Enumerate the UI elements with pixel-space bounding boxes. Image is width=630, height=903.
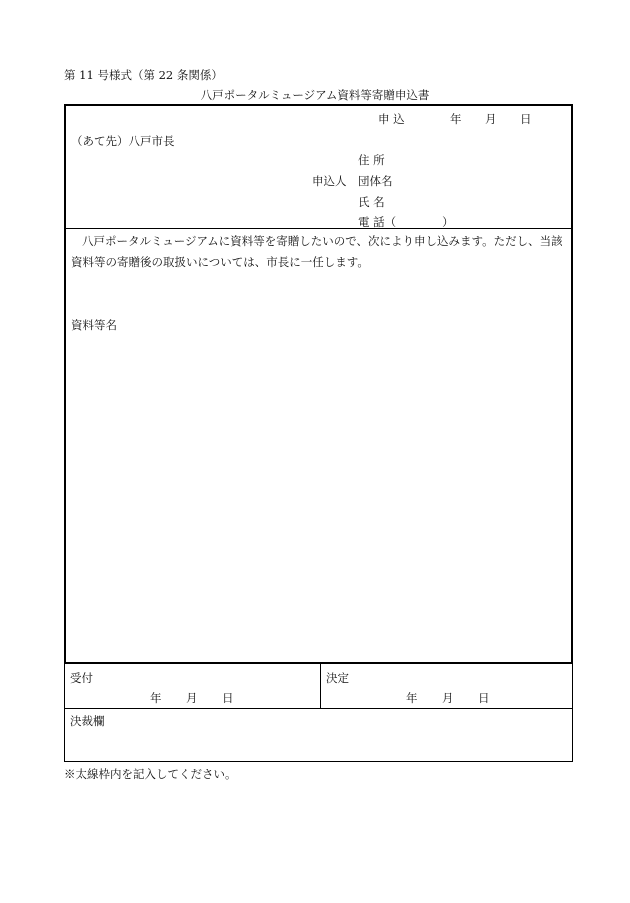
office-divider-horizontal — [65, 708, 572, 709]
donation-statement: 八戸ポータルミュージアムに資料等を寄贈したいので、次により申し込みます。ただし、当該資料等の寄贈後の取扱いについては、市長に一任します。 — [71, 234, 563, 269]
header-divider — [66, 228, 571, 229]
approval-label: 決裁欄 — [70, 714, 105, 728]
decision-day-label: 日 — [478, 691, 490, 705]
organization-label: 団体名 — [358, 174, 393, 188]
reception-label: 受付 — [70, 671, 93, 685]
reception-day-label: 日 — [222, 691, 234, 705]
name-label: 氏 名 — [358, 195, 385, 209]
addressee: （あて先）八戸市長 — [71, 134, 175, 148]
application-year-label: 年 — [450, 112, 462, 126]
reception-year-label: 年 — [150, 691, 162, 705]
office-divider-vertical — [320, 664, 321, 708]
address-label: 住 所 — [358, 153, 385, 167]
applicant-label: 申込人 — [312, 174, 347, 188]
application-day-label: 日 — [520, 112, 532, 126]
footnote: ※太線枠内を記入してください。 — [64, 767, 237, 781]
phone-label: 電 話（ ） — [358, 215, 454, 229]
document-title: 八戸ポータルミュージアム資料等寄贈申込書 — [200, 88, 430, 102]
application-month-label: 月 — [485, 112, 497, 126]
office-use-box — [64, 664, 573, 762]
application-box — [64, 104, 573, 664]
form-number: 第 11 号様式（第 22 条関係） — [64, 68, 223, 82]
decision-year-label: 年 — [406, 691, 418, 705]
decision-label: 決定 — [326, 671, 349, 685]
decision-month-label: 月 — [442, 691, 454, 705]
application-date-label: 申 込 — [378, 112, 405, 126]
materials-label: 資料等名 — [71, 318, 117, 332]
reception-month-label: 月 — [186, 691, 198, 705]
